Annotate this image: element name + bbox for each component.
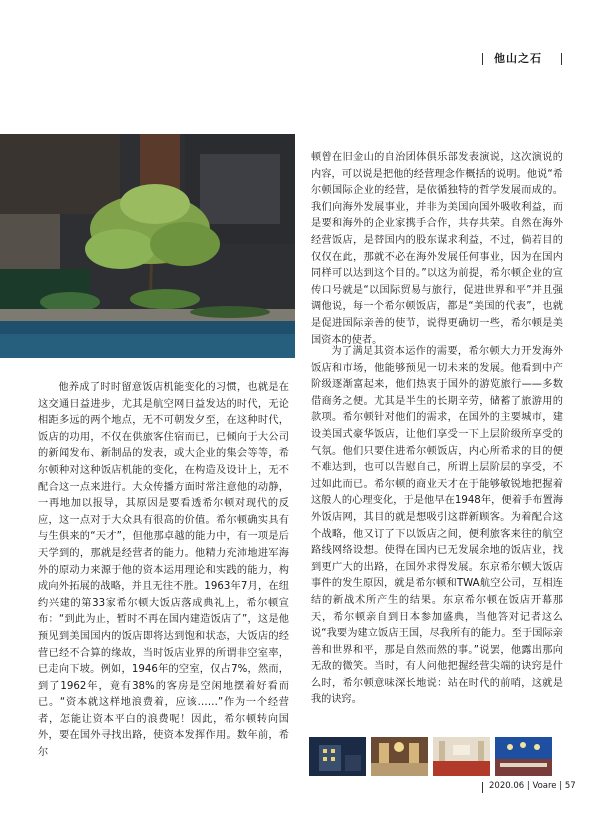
article-right-column-top <box>311 150 563 349</box>
header-divider-right <box>561 53 562 65</box>
magazine-name: Voare <box>532 781 557 791</box>
hotel-courtyard-photo <box>0 134 295 358</box>
page-footer <box>489 781 576 791</box>
footer-divider <box>482 782 483 793</box>
footer-separator: | <box>559 781 565 791</box>
thumbnail-strip <box>309 737 552 776</box>
footer-separator: | <box>526 781 533 791</box>
thumbnail-hotel-lobby <box>371 737 428 776</box>
paragraph: 他养成了时时留意饭店机能变化的习惯，也就是在这交通日益进步，尤其是航空网日益发达的时代，无论相距多远的两个地点，无不可朝发夕至，在这种时代，饭店的功用，不仅在供旅客住宿而已，已倾向于大公司的新闻发布、新制品的发表，或大企业的集会等等，希尔顿种对这种饭店机能的变化，在构造及设计上，无不配合这一点来进行。大众传播方面时常注意他的动静，一再地加以报导，其原因是要看透希尔顿对现代的反应，这一点对于大众具有很高的价值。希尔顿确实具有与生俱来的“天才”，但他那卓越的能力中，有一项是后天学到的，那就是经营者的能力。他精力充沛地进军海外的原动力来源于他的资本运用理论和实践的能力，构成向外拓展的战略，并且无往不胜。1963年7月，在纽约兴建的第33家希尔顿大饭店落成典礼上，希尔顿宣布：“到此为止，暂时不再在国内建造饭店了”，这是他预见到美国国内的饭店即将达到饱和状态，大饭店的经营已经不合算的缘故，当时饭店业界的所谓非空室率，已走向下坡。例如，1946年的空室，仅占7%，然而，到了1962年，竟有38%的客房是空闲地摆着好看而已。“资本就这样地浪费着，应该……”作为一个经营者，怎能让资本平白的浪费呢！因此，希尔顿转向国外，要在国外寻找出路，使资本发挥作用。数年前，希尔 <box>38 382 289 759</box>
thumbnail-hotel-exterior <box>309 737 366 776</box>
article-right-column <box>311 344 563 709</box>
thumbnail-hotel-hall <box>433 737 490 776</box>
paragraph: 为了满足其资本运作的需要，希尔顿大力开发海外饭店和市场，他能够预见一切未来的发展。他看到中产阶级逐渐富起来，他们热衷于国外的游览旅行——多数借商务之便。尤其是半生的长期辛劳，储蓄了旅游用的款项。希尔顿针对他们的需求，在国外的主要城市，建设美国式豪华饭店，让他们享受一下上层阶级所享受的气氛。他们只要住进希尔顿饭店，内心所希求的目的便不难达到，也可以告慰自己，所谓上层阶层的享受，不过如此而已。希尔顿的商业天才在于能够敏锐地把握着这般人的心理变化，于是他早在1948年，便着手布置海外饭店网，其目的就是想吸引这群新顾客。为着配合这个战略，他又订了下以饭店之间，便利旅客来往的航空路线网络设想。使得在国内已无发展余地的饭店业，找到更广大的出路，在国外求得发展。东京希尔顿大饭店事件的发生原因，就是希尔顿和TWA航空公司，互相连结的新战术所产生的结果。东京希尔顿在饭店开幕那天，希尔顿亲自到日本参加盛典，当他答对记者这么说“我要为建立饭店王国，尽我所有的能力。至于国际亲善和世界和平，那是自然而然的事。”说罢，他露出那向无敌的微笑。当时，有人问他把握经营尖端的诀窍是什么时，希尔顿意味深长地说：站在时代的前哨，这就是我的诀窍。 <box>311 346 563 706</box>
thumbnail-hotel-ballroom <box>495 737 552 776</box>
header-divider-left <box>482 53 483 65</box>
page-number: 57 <box>564 781 576 791</box>
article-left-column <box>38 380 289 762</box>
paragraph-continuation: 顿曾在旧金山的自治团体俱乐部发表演说，这次演说的内容，可以说是把他的经营理念作概括的说明。他说“希尔顿国际企业的经营，是依循独特的哲学发展而成的。我们向海外发展事业，并非为美国向国外吸收利益，而是要和海外的企业家携手合作，共存共荣。自然在海外经营饭店，是替国内的股东谋求利益，不过，倘若目的仅仅在此，那就不必在海外发展任何事业，因为在国内同样可以达到这个目的。”以这为前提，希尔顿企业的宣传口号就是“以国际贸易与旅行，促进世界和平”并且强调他说，每一个希尔顿饭店，都是“美国的代表”，也就是促进国际亲善的使节，说得更确切一些，希尔顿是美国资本的使者。 <box>311 152 563 346</box>
issue-date: 2020.06 <box>489 781 525 791</box>
section-title: 他山之石 <box>494 52 542 65</box>
